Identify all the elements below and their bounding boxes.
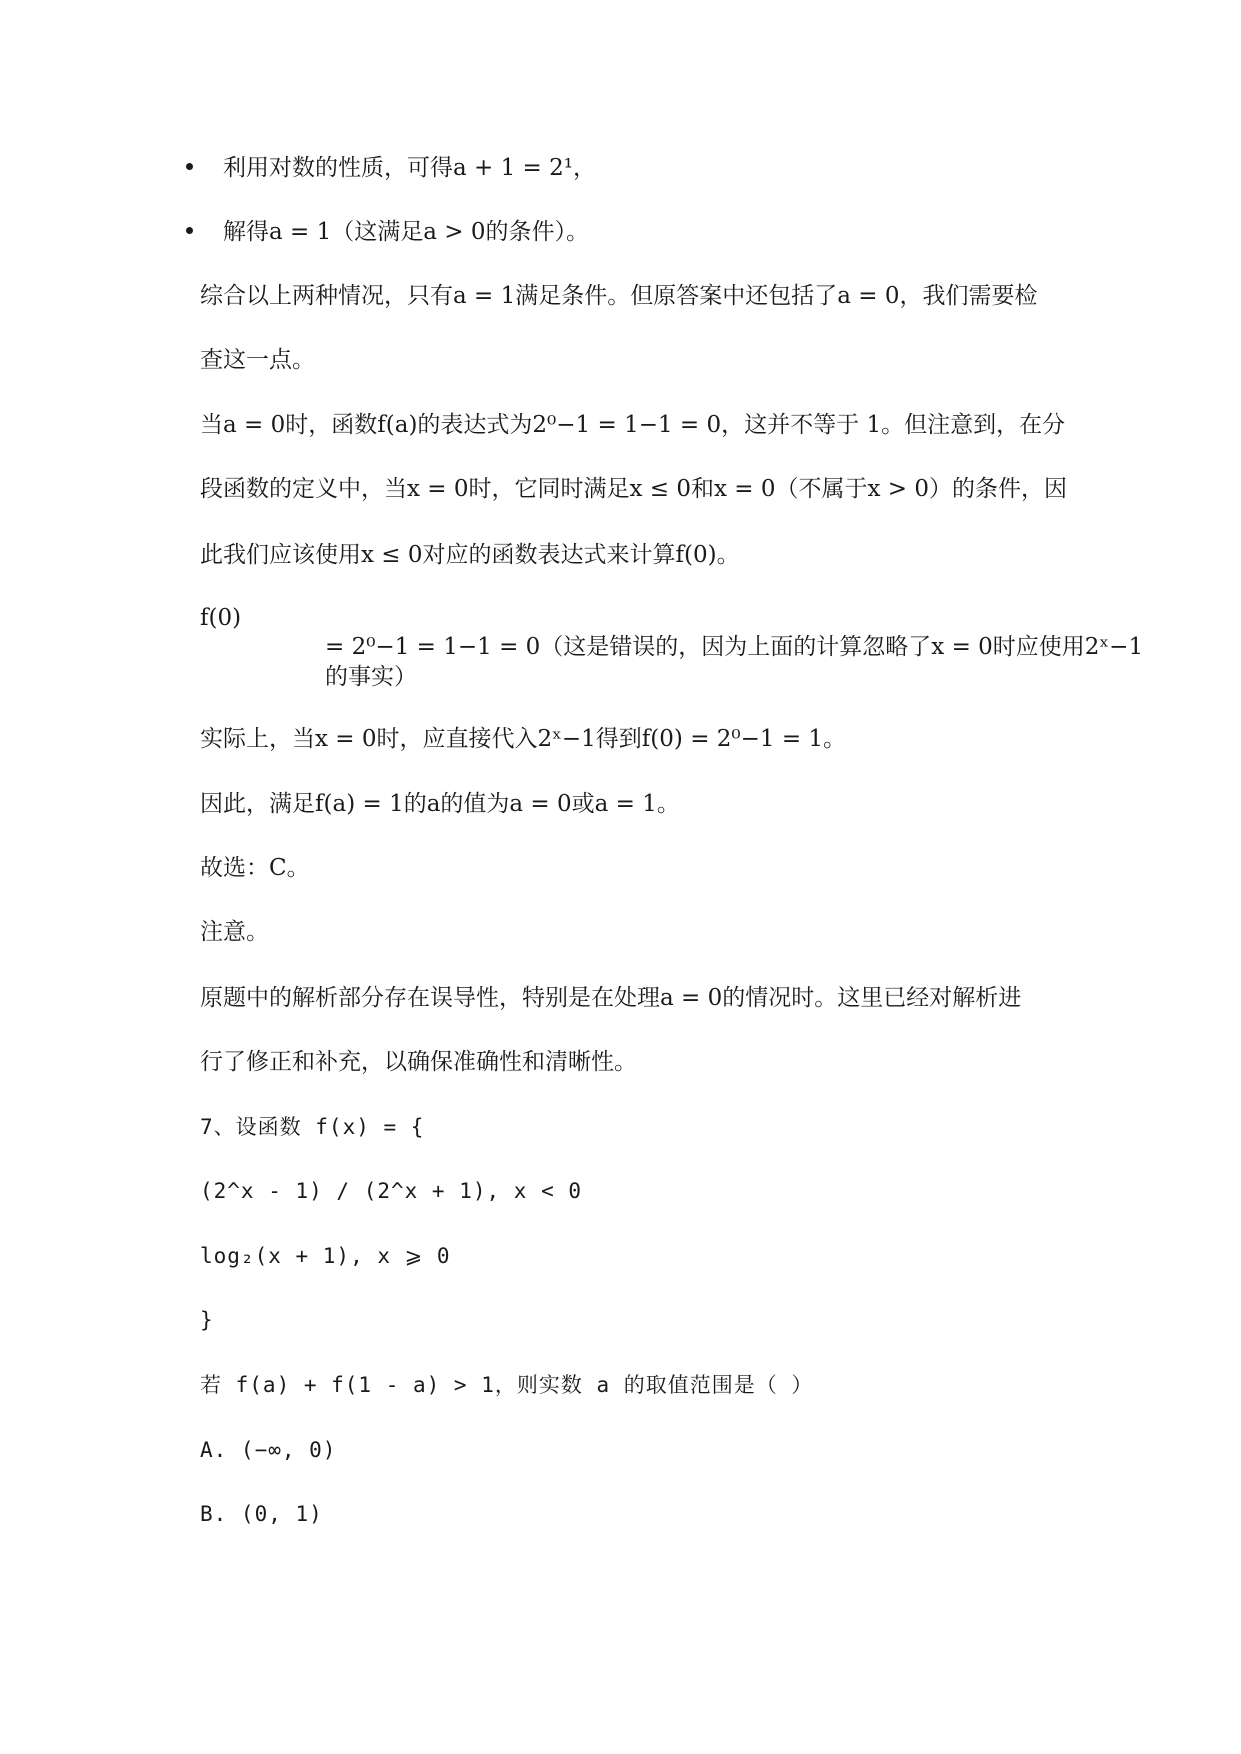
bullet-text-1: 利用对数的性质，可得a + 1 = 2¹，	[223, 155, 596, 181]
paragraph-conclusion-line-1: 综合以上两种情况，只有a = 1满足条件。但原答案中还包括了a = 0，我们需要检	[200, 283, 1038, 309]
paragraph-answer: 故选：C。	[200, 855, 310, 881]
paragraph-remark-line-2: 行了修正和补充，以确保准确性和清晰性。	[200, 1049, 637, 1075]
question-condition: 若 f(a) + f(1 - a) > 1，则实数 a 的取值范围是（ ）	[200, 1373, 814, 1397]
paragraph-note: 注意。	[200, 919, 269, 945]
paragraph-therefore: 因此，满足f(a) = 1的a的值为a = 0或a = 1。	[200, 791, 680, 817]
question-case-2: log₂(x + 1), x ⩾ 0	[200, 1244, 451, 1268]
equation-label: f(0)	[200, 605, 242, 631]
option-a: A. (−∞, 0)	[200, 1438, 337, 1462]
question-stem: 7、设函数 f(x) = {	[200, 1115, 425, 1139]
bullet-item-1	[186, 153, 596, 183]
bullet-icon	[186, 227, 193, 234]
equation-line-1: = 2⁰−1 = 1−1 = 0（这是错误的，因为上面的计算忽略了x = 0时应使用2ˣ−1	[325, 634, 1144, 660]
question-close-brace: }	[200, 1308, 214, 1332]
paragraph-actual: 实际上，当x = 0时，应直接代入2ˣ−1得到f(0) = 2⁰−1 = 1。	[200, 726, 847, 752]
bullet-item-2	[186, 217, 589, 247]
equation-line-2: 的事实）	[325, 664, 417, 690]
paragraph-check-line-2: 段函数的定义中，当x = 0时，它同时满足x ≤ 0和x = 0（不属于x > 0）的条件，因	[200, 476, 1067, 502]
bullet-icon	[186, 163, 193, 170]
equation-body	[325, 632, 1175, 692]
paragraph-remark-line-1: 原题中的解析部分存在误导性，特别是在处理a = 0的情况时。这里已经对解析进	[200, 985, 1022, 1011]
paragraph-check-line-3: 此我们应该使用x ≤ 0对应的函数表达式来计算f(0)。	[200, 542, 740, 568]
option-b: B. (0, 1)	[200, 1502, 323, 1526]
question-case-1: (2^x - 1) / (2^x + 1), x < 0	[200, 1179, 583, 1203]
paragraph-check-line-1: 当a = 0时，函数f(a)的表达式为2⁰−1 = 1−1 = 0，这并不等于 1。但注意到，在分	[200, 412, 1066, 438]
bullet-text-2: 解得a = 1（这满足a > 0的条件）。	[223, 219, 589, 245]
paragraph-conclusion-line-2: 查这一点。	[200, 347, 315, 373]
